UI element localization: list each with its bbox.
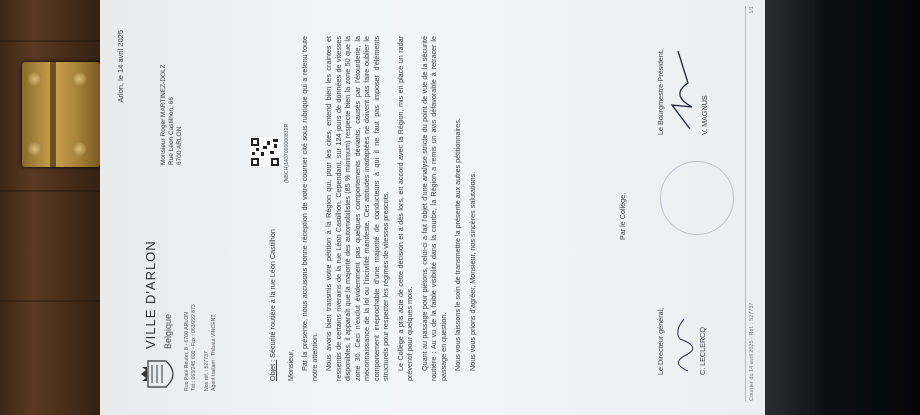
wood-grain <box>0 190 110 192</box>
recipient-line: Monsieur Roger MARTINEZ-DOLZ <box>160 64 167 165</box>
wood-grain <box>0 300 110 302</box>
screw-icon <box>28 72 42 86</box>
page-number: 1/1 <box>749 6 755 14</box>
hinge-pin <box>50 62 56 167</box>
recipient-block <box>160 64 184 165</box>
screw-icon <box>72 72 86 86</box>
letter-content <box>100 0 765 415</box>
city-phone: Tél : 063/245 600 - Fax : 063/222 873 <box>191 304 197 391</box>
city-coat-of-arms-icon <box>140 357 182 391</box>
signer-name: C. LECLERCQ <box>698 327 707 375</box>
body-paragraph: Quant au passage pour piétons, celui-ci a fait l'objet d'une analyse stricte du point de vue de la sécurité routière : Au vu de la faible visibilité dans la courbe, la Région a remis un avis défavorable à retracer le passage en question. <box>419 36 448 381</box>
handwritten-signature <box>666 45 698 135</box>
official-seal-icon <box>660 161 734 235</box>
signer-title: Le Bourgmestre-Président, <box>656 49 665 135</box>
country-name: Belgique <box>163 313 173 349</box>
dark-background <box>765 0 920 415</box>
handwritten-signature <box>666 315 696 375</box>
letter-paper <box>100 0 765 415</box>
signer-name: V. MAGNUS <box>700 95 709 135</box>
salutation: Monsieur, <box>286 349 295 381</box>
body-paragraph: Nous avons bien transmis votre pétition à la Région qui, pour les cites, entend bien les craintes et ressentis de certains riverains de la rue Léon Castilhon. Cependant, sur 124 jours de données de vitesses disponibles, il apparaît que la majorité des automobilistes (85 % minimum) respecte bien la zone 50 que la zone 30. Ceci n'exclut évidemment pas quelques comportements déviants, causés par l'étourderie, la méconnaissance de la loi ou l'incivilité manifeste. Ces attitudes inadaptées ne doivent pas faire oublier le comportement irréprochable d'une majorité de conducteurs à qui il ne faut pas imposer d'éléments structurels pour respecter les régimes de vitesses prescrits. <box>324 36 390 381</box>
page-footer <box>745 6 758 401</box>
signature-left <box>656 308 708 375</box>
screw-icon <box>72 142 86 156</box>
wooden-surface <box>0 0 110 415</box>
document-code: (NBCH)1437000000812R <box>284 123 290 183</box>
city-address: Rue Paul Reuter, 8 - 6700 ARLON <box>184 311 190 391</box>
signature-right <box>656 45 710 135</box>
college-label: Par le Collège, <box>618 192 627 240</box>
body-paragraph: Par la présente, nous accusons bonne réception de votre courrier cité sous rubrique qui a retenu toute notre attention. <box>300 36 319 381</box>
city-name: VILLE D'ARLON <box>143 240 158 349</box>
letter-body <box>300 36 482 381</box>
footer-reference: Courrier du 14 avril 2025 - Réf. : 527737 <box>749 302 755 401</box>
agent: Agent traitant : Thibaut VINCENT <box>211 314 217 391</box>
body-paragraph: Nous vous prions d'agréer, Monsieur, nos sincères salutations. <box>467 171 477 371</box>
wood-grain <box>0 40 110 42</box>
brass-hinge <box>22 62 100 167</box>
subject-text: Sécurité routière à la rue Léon Castilhon <box>268 229 277 358</box>
qr-code-icon <box>250 137 280 167</box>
body-paragraph: Le Collège a pris acte de cette décision et a dès lors, en accord avec la Région, mis en place un radar préventif pour quelques mois. <box>395 36 414 381</box>
signer-title: Le Directeur général, <box>656 307 665 375</box>
screw-icon <box>28 142 42 156</box>
body-paragraph: Nous vous laissons le soin de transmettre la présente aux autres pétitionnaires. <box>453 118 462 371</box>
subject-line <box>268 229 278 381</box>
subject-label: Objet : <box>268 359 277 381</box>
recipient-line: Rue Léon Castilhon, 66 <box>168 97 175 165</box>
recipient-line: 6700 ARLON <box>176 126 183 165</box>
letter-date: Arlon, le 14 avril 2025 <box>116 30 125 103</box>
reference: Nos réf. : 527737 <box>204 351 210 391</box>
